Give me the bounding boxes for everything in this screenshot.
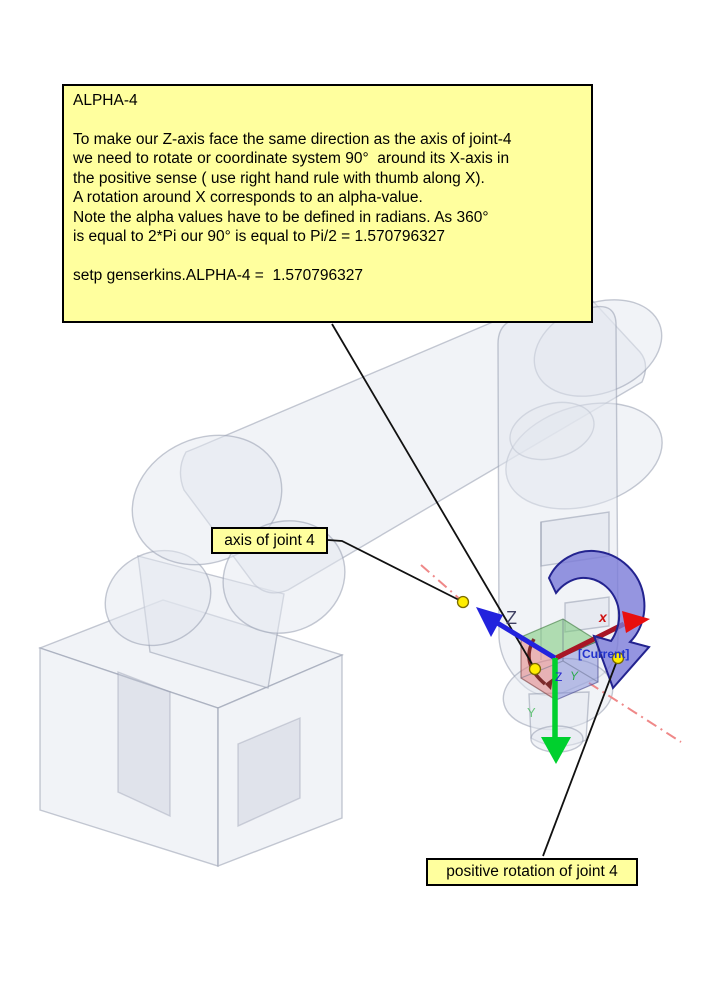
note-blank-line — [73, 111, 582, 130]
note-body-line: To make our Z-axis face the same direction as the axis of joint-4 — [73, 130, 512, 148]
mini-frame-z-label: Z — [555, 670, 563, 684]
note-command: setp genserkins.ALPHA-4 = 1.570796327 — [73, 266, 363, 284]
positive-rotation-label — [426, 858, 638, 886]
note-box — [62, 84, 593, 323]
note-body-line: Note the alpha values have to be defined in radians. As 360° — [73, 208, 489, 226]
x-axis-label: x — [599, 609, 607, 625]
note-body-line: A rotation around X corresponds to an alpha-value. — [73, 189, 423, 206]
note-body-line: is equal to 2*Pi our 90° is equal to Pi/2 = 1.570796327 — [73, 228, 446, 245]
positive-rotation-label-text: positive rotation of joint 4 — [446, 863, 618, 880]
y-axis-label: Y — [527, 705, 536, 720]
note-body-line: we need to rotate or coordinate system 90° around its X-axis in — [73, 150, 510, 167]
marker-dot-axis — [458, 597, 469, 608]
note-body-line: the positive sense ( use right hand rule with thumb along X). — [73, 169, 485, 187]
current-frame-label: [Current] — [578, 647, 630, 661]
marker-dot-origin — [530, 664, 541, 675]
mini-frame-y-label: Y — [570, 669, 579, 683]
note-title: ALPHA-4 — [73, 92, 138, 109]
robot-base-slot — [118, 672, 170, 816]
note-blank-line — [73, 247, 582, 266]
z-axis-label: Z — [506, 608, 517, 628]
axis-of-joint4-label — [211, 527, 328, 554]
axis-of-joint4-label-text: axis of joint 4 — [224, 531, 315, 549]
